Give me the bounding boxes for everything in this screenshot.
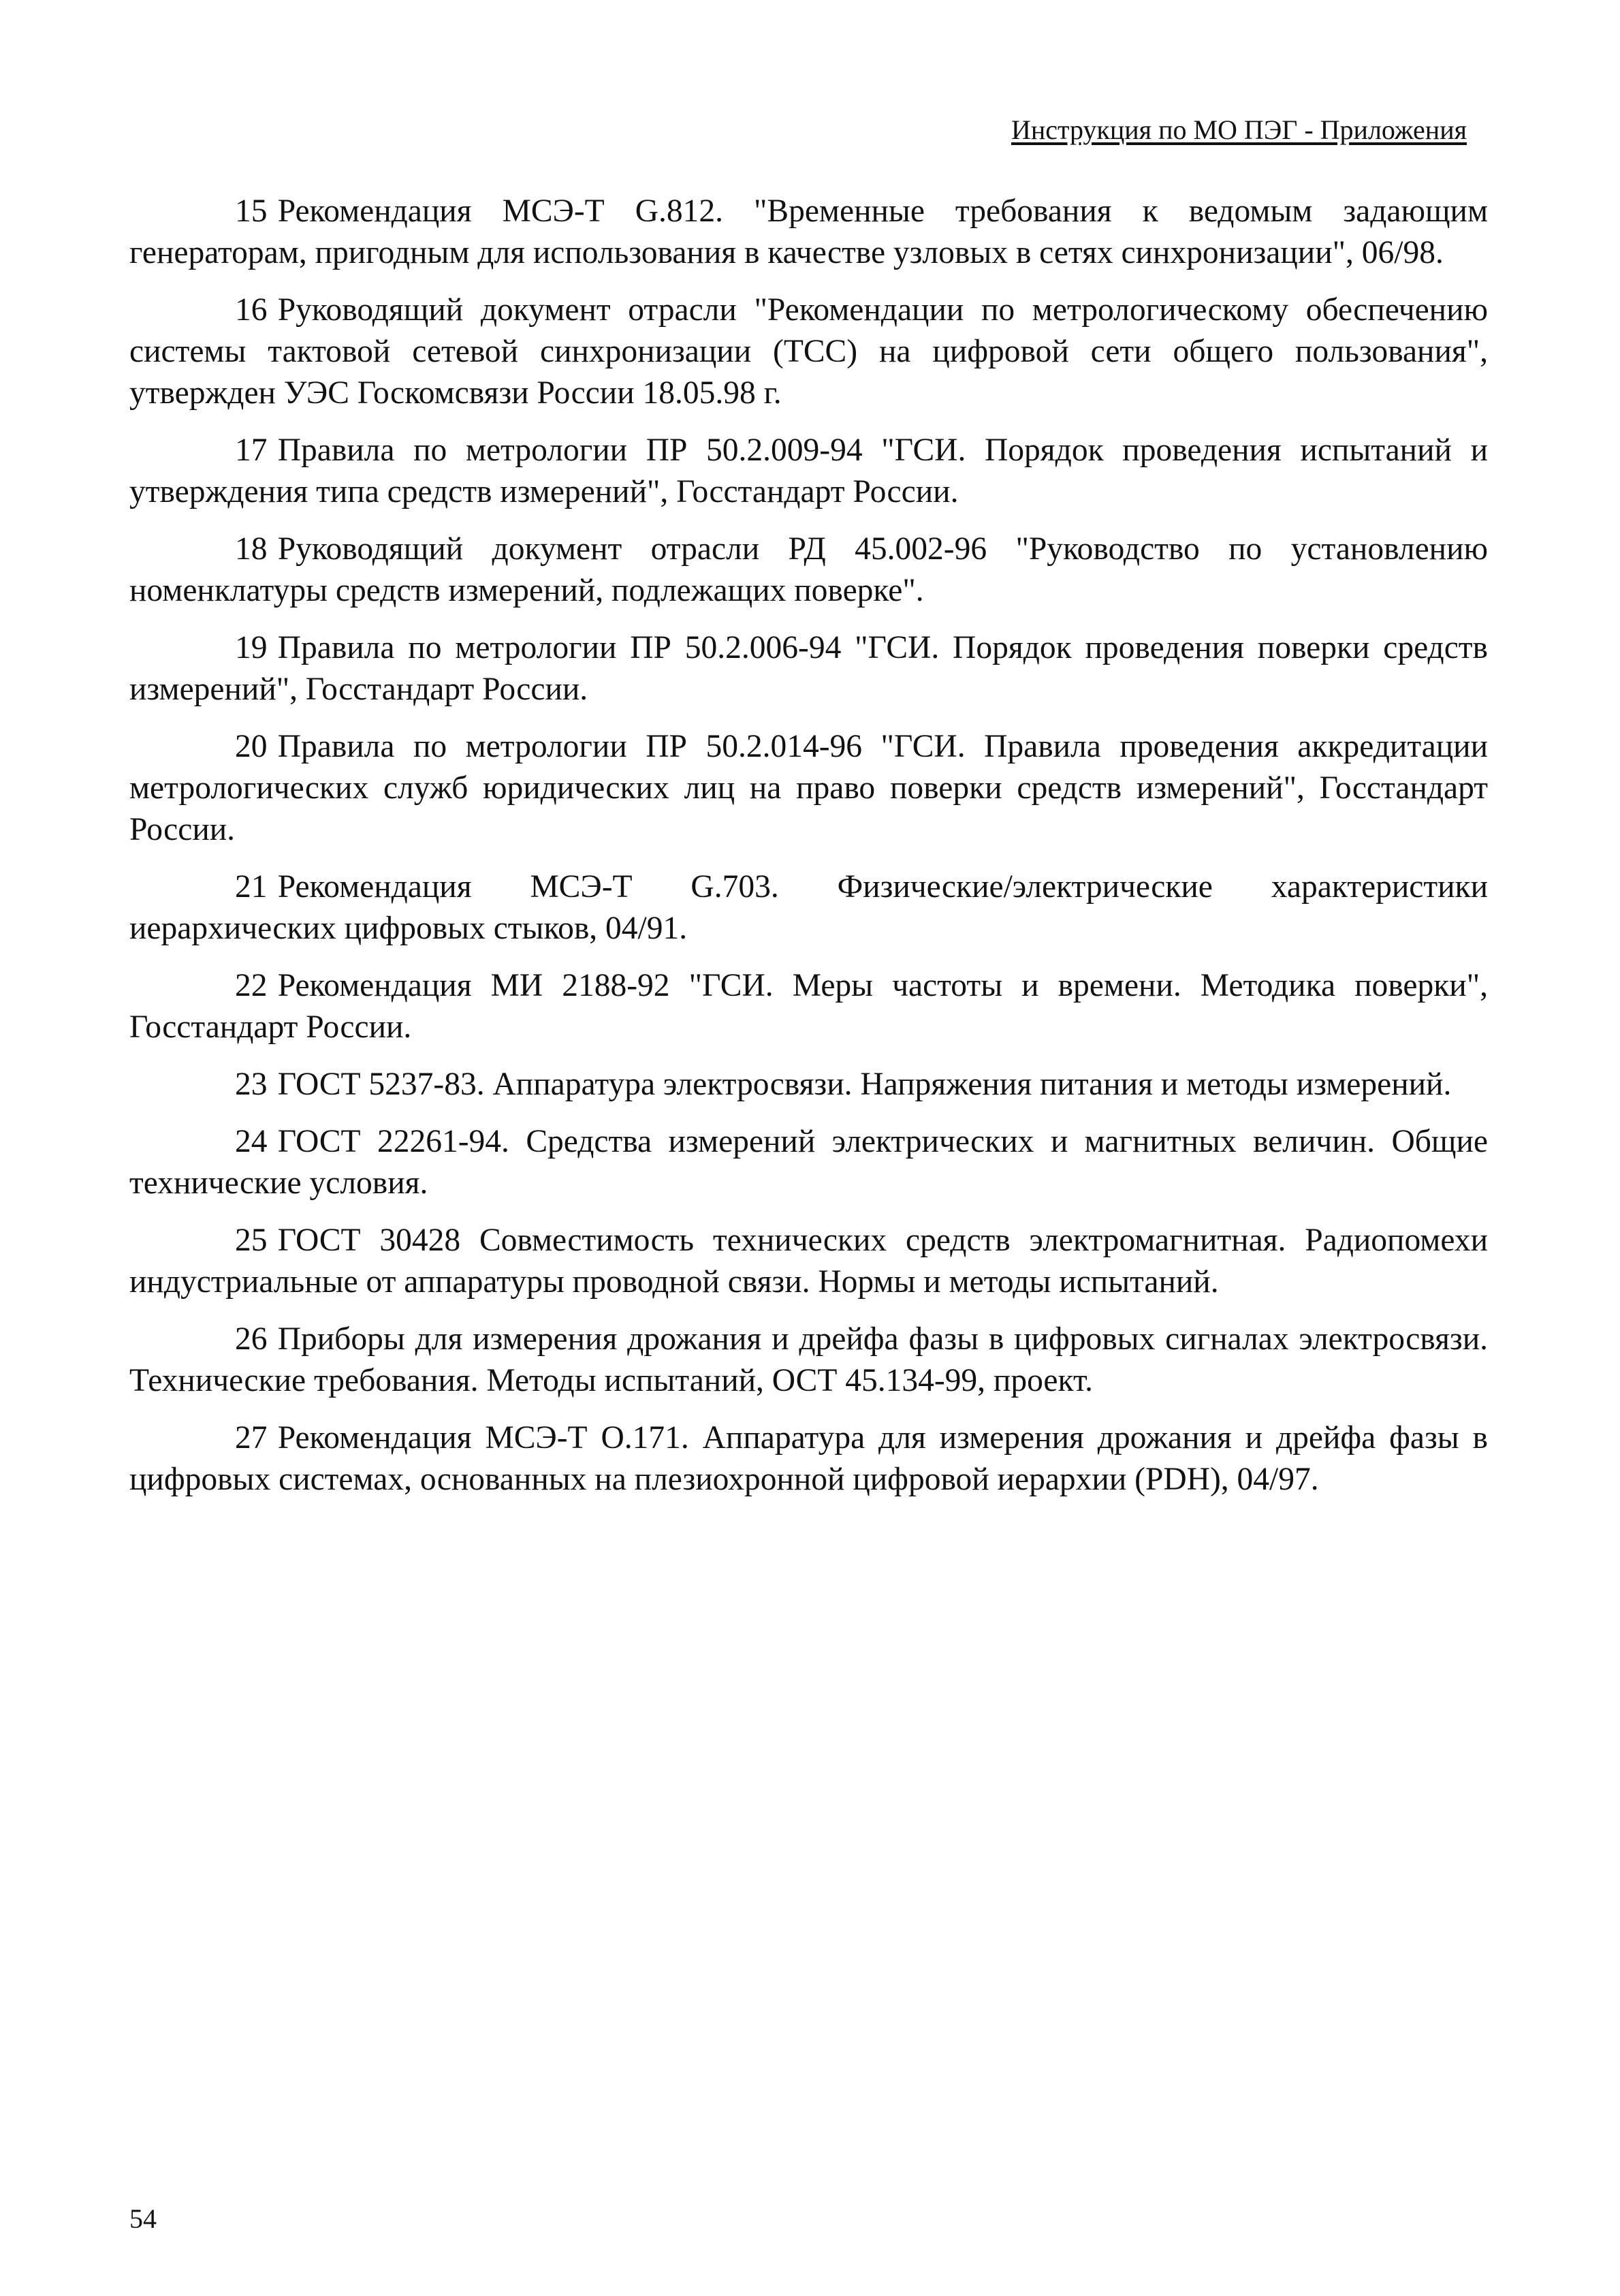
reference-item-22 <box>129 965 1488 1048</box>
reference-number: 16 <box>235 292 268 328</box>
reference-number: 20 <box>235 729 268 764</box>
reference-text: Правила по метрологии ПР 50.2.006-94 "ГСИ. Порядок проведения поверки средств измерений", Госстандарт России. <box>129 630 1488 707</box>
reference-item-17 <box>129 430 1488 513</box>
reference-item-25 <box>129 1220 1488 1303</box>
reference-text: Руководящий документ отрасли "Рекомендации по метрологическому обеспечению системы тактовой сетевой синхронизации (ТСС) на цифровой сети общего пользования", утвержден УЭС Госкомсвязи России 18.05.98 г. <box>129 292 1488 411</box>
reference-text: Рекомендация МИ 2188-92 "ГСИ. Меры частоты и времени. Методика поверки", Госстандарт России. <box>129 968 1488 1045</box>
reference-item-18 <box>129 529 1488 612</box>
reference-item-16 <box>129 289 1488 414</box>
reference-text: Приборы для измерения дрожания и дрейфа фазы в цифровых сигналах электросвязи. Технические требования. Методы испытаний, ОСТ 45.134-99, проект. <box>129 1321 1488 1398</box>
reference-item-19 <box>129 627 1488 710</box>
reference-text: Правила по метрологии ПР 50.2.009-94 "ГСИ. Порядок проведения испытаний и утверждения типа средств измерений", Госстандарт России. <box>129 433 1488 509</box>
reference-item-20 <box>129 726 1488 851</box>
reference-text: Рекомендация МСЭ-Т G.812. "Временные требования к ведомым задающим генераторам, пригодным для использования в качестве узловых в сетях синхронизации", 06/98. <box>129 193 1488 270</box>
reference-text: ГОСТ 22261-94. Средства измерений электрических и магнитных величин. Общие технические условия. <box>129 1124 1488 1201</box>
reference-number: 23 <box>235 1067 268 1102</box>
reference-text: Руководящий документ отрасли РД 45.002-96 "Руководство по установлению номенклатуры средств измерений, подлежащих поверке". <box>129 531 1488 608</box>
reference-number: 24 <box>235 1124 268 1159</box>
reference-number: 17 <box>235 433 268 468</box>
reference-text: Правила по метрологии ПР 50.2.014-96 "ГСИ. Правила проведения аккредитации метрологических служб юридических лиц на право поверки средств измерений", Госстандарт России. <box>129 729 1488 847</box>
reference-text: Рекомендация МСЭ-Т G.703. Физические/электрические характеристики иерархических цифровых стыков, 04/91. <box>129 869 1488 946</box>
reference-text: ГОСТ 5237-83. Аппаратура электросвязи. Напряжения питания и методы измерений. <box>277 1067 1452 1102</box>
reference-item-21 <box>129 866 1488 949</box>
reference-number: 18 <box>235 531 268 567</box>
reference-number: 27 <box>235 1420 268 1456</box>
reference-number: 26 <box>235 1321 268 1357</box>
reference-item-27 <box>129 1417 1488 1500</box>
reference-number: 15 <box>235 193 268 229</box>
reference-text: Рекомендация МСЭ-Т О.171. Аппаратура для измерения дрожания и дрейфа фазы в цифровых системах, основанных на плезиохронной цифровой иерархии (PDH), 04/97. <box>129 1420 1488 1497</box>
reference-number: 19 <box>235 630 268 665</box>
reference-item-24 <box>129 1121 1488 1204</box>
reference-number: 25 <box>235 1223 268 1258</box>
page-number: 54 <box>129 2203 157 2234</box>
reference-list <box>129 191 1488 1516</box>
running-header: Инструкция по МО ПЭГ - Приложения <box>1011 114 1467 145</box>
reference-text: ГОСТ 30428 Совместимость технических средств электромагнитная. Радиопомехи индустриальные от аппаратуры проводной связи. Нормы и методы испытаний. <box>129 1223 1488 1300</box>
reference-item-23 <box>129 1064 1488 1105</box>
reference-item-26 <box>129 1319 1488 1402</box>
reference-number: 21 <box>235 869 268 905</box>
reference-number: 22 <box>235 968 268 1003</box>
reference-item-15 <box>129 191 1488 274</box>
